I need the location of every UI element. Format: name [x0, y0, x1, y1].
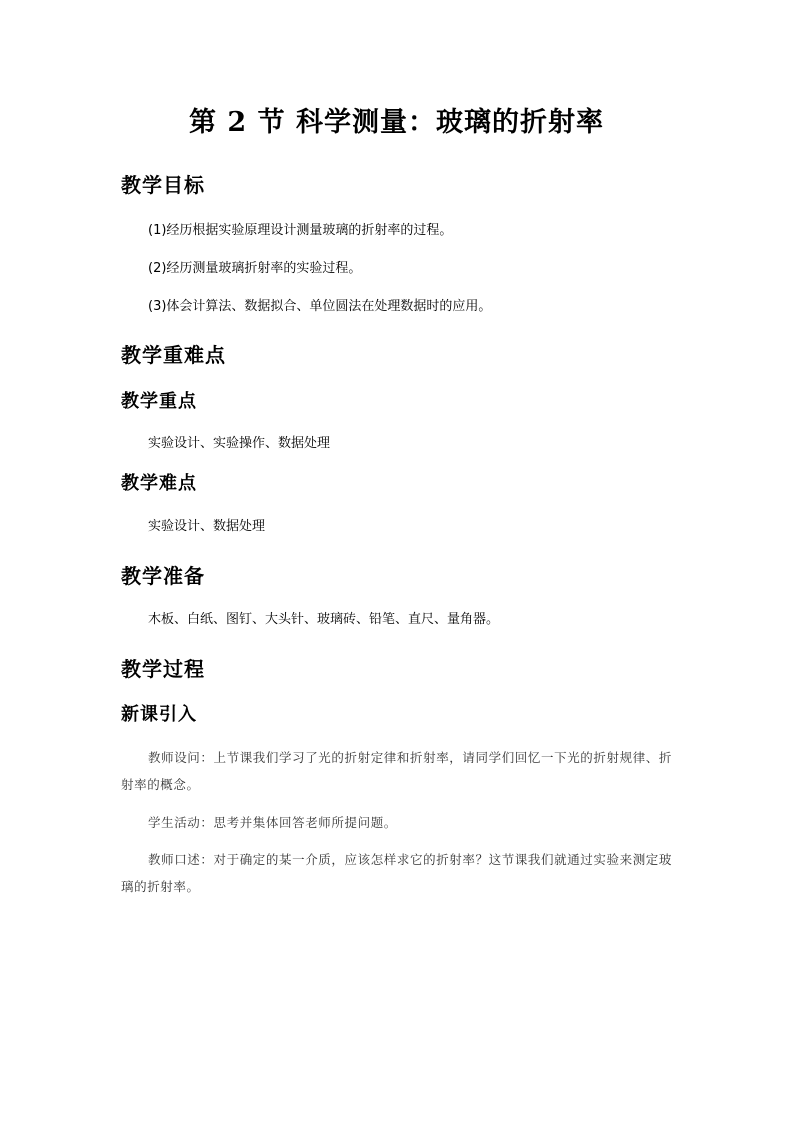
preparation-text: 木板、白纸、图钉、大头针、玻璃砖、铅笔、直尺、量角器。 — [148, 612, 500, 627]
objective-item-2: (2)经历测量玻璃折射率的实验过程。 — [148, 261, 362, 276]
heading-process: 教学过程 — [121, 657, 205, 681]
objective-item-1: (1)经历根据实验原理设计测量玻璃的折射率的过程。 — [148, 223, 453, 238]
difficult-points-text: 实验设计、数据处理 — [148, 519, 266, 534]
heading-intro: 新课引入 — [121, 704, 197, 725]
intro-paragraph-2: 学生活动：思考并集体回答老师所提问题。 — [148, 815, 397, 830]
key-points-text: 实验设计、实验操作、数据处理 — [148, 436, 331, 451]
heading-key-difficult: 教学重难点 — [121, 343, 226, 367]
heading-difficult-points: 教学难点 — [121, 473, 197, 494]
intro-paragraph-3: 教师口述：对于确定的某一介质，应该怎样求它的折射率？这节课我们就通过实验来测定玻璃的折射率。 — [121, 852, 673, 894]
document-title: 第 2 节 科学测量：玻璃的折射率 — [189, 107, 604, 138]
heading-key-points: 教学重点 — [121, 391, 197, 412]
heading-objectives: 教学目标 — [121, 173, 205, 197]
intro-paragraph-1: 教师设问：上节课我们学习了光的折射定律和折射率，请同学们回忆一下光的折射规律、折射率的概念。 — [121, 750, 673, 792]
heading-preparation: 教学准备 — [121, 564, 205, 588]
objective-item-3: (3)体会计算法、数据拟合、单位圆法在处理数据时的应用。 — [148, 299, 492, 314]
